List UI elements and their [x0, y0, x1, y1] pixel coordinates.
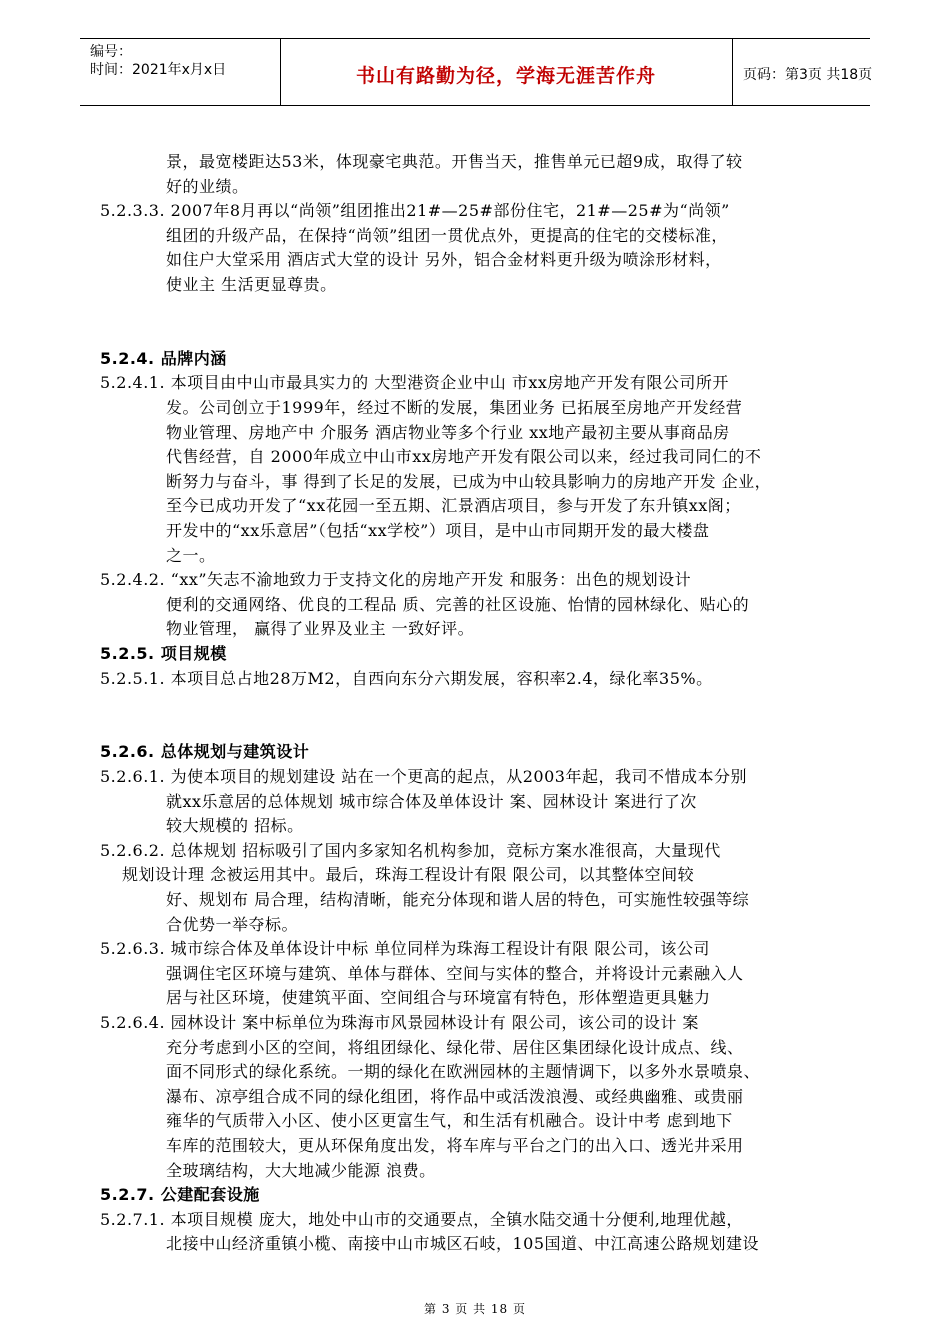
body-line: 车库的范围较大，更从环保角度出发，将车库与平台之门的出入口、透光井采用	[166, 1136, 744, 1155]
body-line: 较大规模的 招标。	[166, 816, 304, 836]
body-line: 好、规划布 局合理，结构清晰，能充分体现和谐人居的特色，可实施性较强等综	[166, 890, 750, 909]
body-line: 景，最宽楼距达53米，体现豪宅典范。开售当天，推售单元已超9成，取得了较	[166, 152, 743, 171]
body-line: 强调住宅区环境与建筑、单体与群体、空间与实体的整合，并将设计元素融入人	[166, 963, 744, 983]
body-line: 5.2.3.3. 2007年8月再以“尚领”组团推出21#—25#部份住宅，21#—25#为“尚领”	[100, 201, 730, 221]
body-line: 物业管理， 赢得了业界及业主 一致好评。	[166, 619, 475, 639]
body-line: 5.2.4.1. 本项目由中山市最具实力的 大型港资企业中山 市xx房地产开发有限公司所开	[100, 373, 729, 393]
page-code: 页码：第3页 共18页	[743, 67, 873, 83]
motto-text: 书山有路勤为径，学海无涯苦作舟	[355, 65, 656, 87]
body-line: 雍华的气质带入小区、使小区更富生气，和生活有机融合。设计中考 虑到地下	[166, 1111, 733, 1131]
document-date: 时间：2021年x月x日	[90, 62, 227, 78]
page-footer: 第 3 页 共 18 页	[424, 1302, 526, 1316]
body-line: 发。公司创立于1999年，经过不断的发展，集团业务 已拓展至房地产开发经营	[166, 398, 743, 417]
body-line: 好的业绩。	[166, 176, 249, 196]
body-line: 组团的升级产品，在保持“尚领”组团一贯优点外，更提高的住宅的交楼标准，	[166, 225, 728, 245]
document-number-label: 编号：	[90, 44, 132, 60]
section-heading: 5.2.7. 公建配套设施	[100, 1185, 260, 1205]
body-line: 物业管理、房地产中 介服务 酒店物业等多个行业 xx地产最初主要从事商品房	[166, 422, 730, 442]
header-page-cell	[733, 39, 873, 105]
body-line: 充分考虑到小区的空间，将组团绿化、绿化带、居住区集团绿化设计成点、线、	[166, 1037, 744, 1057]
section-heading: 5.2.5. 项目规模	[100, 644, 227, 663]
header-motto-cell	[280, 39, 733, 105]
body-line: 5.2.7.1. 本项目规模 庞大，地处中山市的交通要点，全镇水陆交通十分便利,地理优越，	[100, 1209, 743, 1229]
page-header	[80, 38, 873, 106]
body-line: 规划设计理 念被运用其中。最后，珠海工程设计有限 限公司，以其整体空间较	[122, 865, 695, 885]
body-line: 使业主 生活更显尊贵。	[166, 275, 337, 294]
body-line: 居与社区环境，使建筑平面、空间组合与环境富有特色，形体塑造更具魅力	[166, 988, 711, 1008]
body-line: 之一。	[166, 545, 216, 565]
body-line: 合优势一举夺标。	[166, 914, 299, 934]
body-line: 代售经营，自 2000年成立中山市xx房地产开发有限公司以来，经过我司同仁的不	[166, 447, 762, 467]
header-left-cell	[80, 39, 281, 105]
body-line: 5.2.6.1. 为使本项目的规划建设 站在一个更高的起点，从2003年起，我司不惜成本分别	[100, 767, 747, 786]
body-line: 便利的交通网络、优良的工程品 质、完善的社区设施、怡情的园林绿化、贴心的	[166, 594, 750, 614]
section-heading: 5.2.6. 总体规划与建筑设计	[100, 742, 310, 762]
section-heading: 5.2.4. 品牌内涵	[100, 348, 227, 368]
body-line: 5.2.4.2. “xx”矢志不渝地致力于支持文化的房地产开发 和服务：出色的规划设计	[100, 570, 692, 590]
body-line: 5.2.5.1. 本项目总占地28万M2，自西向东分六期发展，容积率2.4，绿化率35%。	[100, 668, 713, 688]
body-line: 北接中山经济重镇小榄、南接中山市城区石岐，105国道、中江高速公路规划建设	[166, 1234, 760, 1254]
body-line: 至今已成功开发了“xx花园一至五期、汇景酒店项目，参与开发了东升镇xx阁；	[166, 496, 741, 516]
body-line: 面不同形式的绿化系统。一期的绿化在欧洲园林的主题情调下，以多外水景喷泉、	[166, 1062, 761, 1082]
body-line: 瀑布、凉亭组合成不同的绿化组团，将作品中或活泼浪漫、或经典幽雅、或贵丽	[166, 1086, 744, 1106]
body-line: 开发中的“xx乐意居”（包括“xx学校”）项目，是中山市同期开发的最大楼盘	[166, 521, 710, 540]
body-line: 5.2.6.4. 园林设计 案中标单位为珠海市风景园林设计有 限公司，该公司的设计 案	[100, 1013, 699, 1032]
body-line: 断努力与奋斗，事 得到了长足的发展，已成为中山较具影响力的房地产开发 企业，	[166, 471, 772, 491]
body-line: 就xx乐意居的总体规划 城市综合体及单体设计 案、园林设计 案进行了次	[166, 791, 697, 811]
body-line: 5.2.6.3. 城市综合体及单体设计中标 单位同样为珠海工程设计有限 限公司，该公司	[100, 939, 710, 959]
body-line: 5.2.6.2. 总体规划 招标吸引了国内多家知名机构参加，竞标方案水准很高，大量现代	[100, 840, 721, 860]
body-line: 如住户大堂采用 酒店式大堂的设计 另外，铝合金材料更升级为喷涂形材料，	[166, 250, 722, 270]
body-line: 全玻璃结构，大大地减少能源 浪费。	[166, 1160, 436, 1180]
